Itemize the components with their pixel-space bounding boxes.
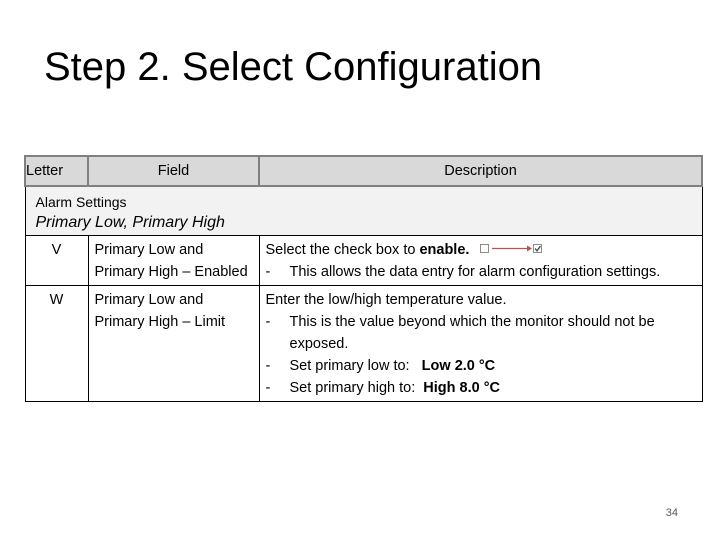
row-letter: W — [25, 286, 88, 402]
row-description — [259, 286, 702, 402]
bullet-dash: - — [265, 264, 271, 280]
bullet-text — [290, 355, 696, 377]
setting-value: Low 2.0 °C — [421, 358, 496, 374]
table-row — [25, 236, 702, 286]
bullet-dash: - — [265, 358, 271, 374]
section-row — [25, 186, 702, 236]
table-row — [25, 286, 702, 402]
header-field: Field — [88, 156, 259, 186]
bullet-item — [266, 377, 696, 399]
configuration-table — [24, 155, 703, 402]
bullet-item — [266, 261, 696, 283]
description-line — [266, 239, 696, 261]
row-field: Primary Low and Primary High – Enabled — [88, 236, 259, 286]
slide-title: Step 2. Select Configuration — [44, 45, 543, 89]
section-cell — [25, 186, 702, 236]
description-line: Enter the low/high temperature value. — [265, 292, 507, 308]
bullet-dash: - — [265, 314, 271, 330]
header-letter: Letter — [25, 156, 88, 186]
setting-label: Set primary high to: — [289, 380, 416, 396]
row-description — [259, 236, 702, 286]
description-text: Select the check box to — [265, 242, 420, 258]
section-label: Alarm Settings — [35, 194, 127, 210]
page-number: 34 — [665, 507, 678, 519]
bullet-dash: - — [265, 380, 271, 396]
header-description: Description — [259, 156, 702, 186]
bullet-text — [290, 377, 696, 399]
bullet-text: This is the value beyond which the monitor should not be exposed. — [289, 314, 655, 352]
description-emphasis: enable. — [419, 242, 470, 258]
bullet-item — [266, 355, 696, 377]
setting-value: High 8.0 °C — [423, 380, 500, 396]
unchecked-to-checked-arrow-icon — [479, 241, 543, 255]
row-letter: V — [25, 236, 88, 286]
bullet-text: This allows the data entry for alarm configuration settings. — [289, 264, 661, 280]
setting-label: Set primary low to: — [289, 358, 410, 374]
bullet-item — [266, 311, 696, 355]
row-field: Primary Low and Primary High – Limit — [88, 286, 259, 402]
section-sublabel: Primary Low, Primary High — [35, 214, 225, 231]
table-header-row — [25, 156, 702, 186]
